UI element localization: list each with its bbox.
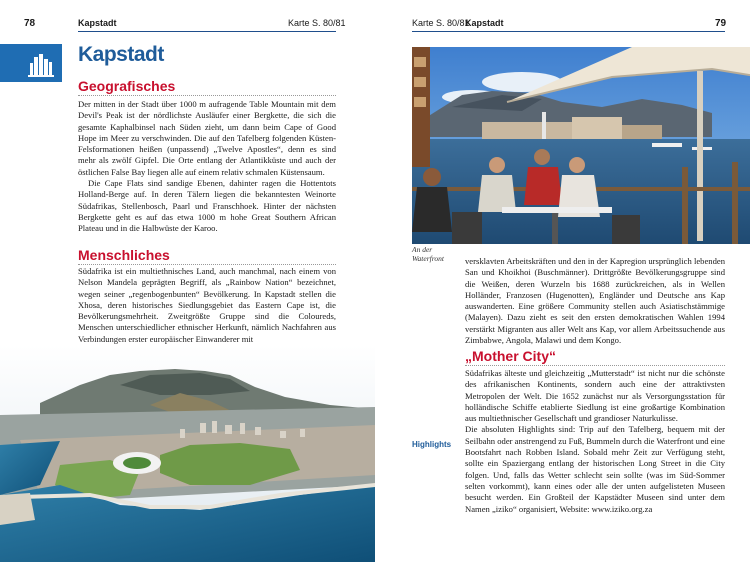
- section-heading-mother-city-wrap: [465, 348, 725, 366]
- page-number-right: 79: [715, 18, 727, 29]
- menschliches-continued-body: [465, 256, 725, 346]
- header-city-left: Kapstadt: [78, 18, 117, 28]
- mother-city-paragraph-2: Die absoluten Highlights sind: Trip auf den Tafelberg, bequem mit der Seilbahn oder anstrengend zu Fuß, Bummeln durch die Waterfront und eine Bootsfahrt nach Robben Island. Sobald mehr Zeit zur Verfügung steht, sollte ein Spaziergang entlang der historischen Long Street in die City folgen. Und, falls das Wetter schlecht sein sollte (was im Süd-Sommer selten vorkommt), kann eines oder alle der unten aufgelisteten Museen besucht werden. Ein Großteil der Kapstädter Museen sind unter dem Namen „iziko“ organisiert, Website: www.iziko.org.za: [465, 424, 725, 514]
- section-heading-mother-city: „Mother City“: [465, 348, 556, 364]
- page-title: Kapstadt: [78, 43, 164, 66]
- section-heading-menschliches: Menschliches: [78, 247, 170, 263]
- aerial-photo-cape-town: [0, 345, 375, 562]
- photo-caption: An der Waterfront: [412, 245, 444, 263]
- header-map-ref-left: Karte S. 80/81: [288, 18, 346, 28]
- header-rule-left: [78, 31, 336, 32]
- section-heading-menschliches-wrap: [78, 247, 336, 265]
- section-heading-geografisches-wrap: [78, 78, 336, 96]
- section-menschliches-body: [78, 266, 336, 345]
- geografisches-paragraph-2: Die Cape Flats sind sandige Ebenen, dahinter ragen die Hottentots Holland-Berge auf. In deren Tälern liegen die bekanntesten Weinorte Südafrikas, Stellenbosch, Paarl und Franschhoek. Hinter der nächsten Bergkette geht es auf das etwa 1000 m hohe Great Southern African Plateau und in die Halbwüste der Karoo.: [78, 178, 336, 234]
- header-map-ref-right: Karte S. 80/81: [412, 18, 470, 28]
- waterfront-photo: [412, 47, 750, 244]
- geografisches-paragraph-1: Der mitten in der Stadt über 1000 m aufragende Table Mountain mit dem Devil's Peak ist der nördlichste Ausläufer einer Bergkette, die sich die gesamte Kaphalbinsel nach Süden zieht, um dann beim Cape of Good Hope im Meer zu verschwinden. Die auf den Tafelberg folgenden Küsten-Felsformationen heißen (unpassend) „Twelve Apostles“, denn es sind mehr als zwölf Gipfel. Die Orte entlang der Atlantikküste und auch der östlichen False Bay liegen alle auf einem relativ schmalen Küstensaum.: [78, 99, 336, 177]
- city-skyline-icon: [0, 44, 62, 82]
- menschliches-paragraph-1: Südafrika ist ein multiethnisches Land, auch manchmal, nach einem von Nelson Mandela geprägten Begriff, als „Rainbow Nation“ bezeichnet, wegen seiner „regenbogenbunten“ Bevölkerung. In Kapstadt stellen die Xhosa, deren historisches Siedlungsgebiet das Eastern Cape ist, die Bevölkerungsmehrheit. Zweitgrößte Gruppe sind die Coloureds, Menschen unterschiedlicher ethnischer Herkunft, nämlich Nachfahren aus Verbindungen erster europäischer Einwanderer mit: [78, 266, 336, 344]
- section-heading-geografisches: Geografisches: [78, 78, 176, 94]
- right-page: [375, 0, 750, 562]
- city-tab: [0, 44, 62, 82]
- section-geografisches-body: [78, 99, 336, 235]
- mother-city-body: [465, 368, 725, 515]
- highlights-side-label: Highlights: [412, 440, 452, 449]
- menschliches-paragraph-continued: versklavten Arbeitskräften und den in der Kapregion ursprünglich lebenden San und Khoikhoi (Buschmänner). Drittgrößte Bevölkerungsgruppe sind die Weißen, deren Wurzeln bis 1688 zurückreichen, als in Wellen Holländer, Franzosen (Hugenotten), Engländer und Deutsche ans Kap auswanderten. Eine größere Community stellen auch Asiatischstämmige (Malayen). Dazu zieht es seit den ersten demokratischen Wahlen 1994 verstärkt Migranten aus aller Welt ans Kap, vor allem Arbeitssuchende aus Zimbabwe, Angola, Malawi und dem Kongo.: [465, 256, 725, 346]
- page-number-left: 78: [24, 18, 36, 29]
- mother-city-paragraph-1: Südafrikas älteste und gleichzeitig „Mutterstadt“ ist nicht nur die schönste des afrikanischen Kontinents, sondern auch eine der attraktivsten Metropolen der Welt. Die 1652 zunächst nur als Versorgungsstation für holländische Schiffe etablierte Siedlung ist eine großartige Kombination aus multiethnischer Gesellschaft und grandioser Naturkulisse.: [465, 368, 725, 424]
- header-city-right: Kapstadt: [465, 18, 504, 28]
- header-rule-right: [412, 31, 725, 32]
